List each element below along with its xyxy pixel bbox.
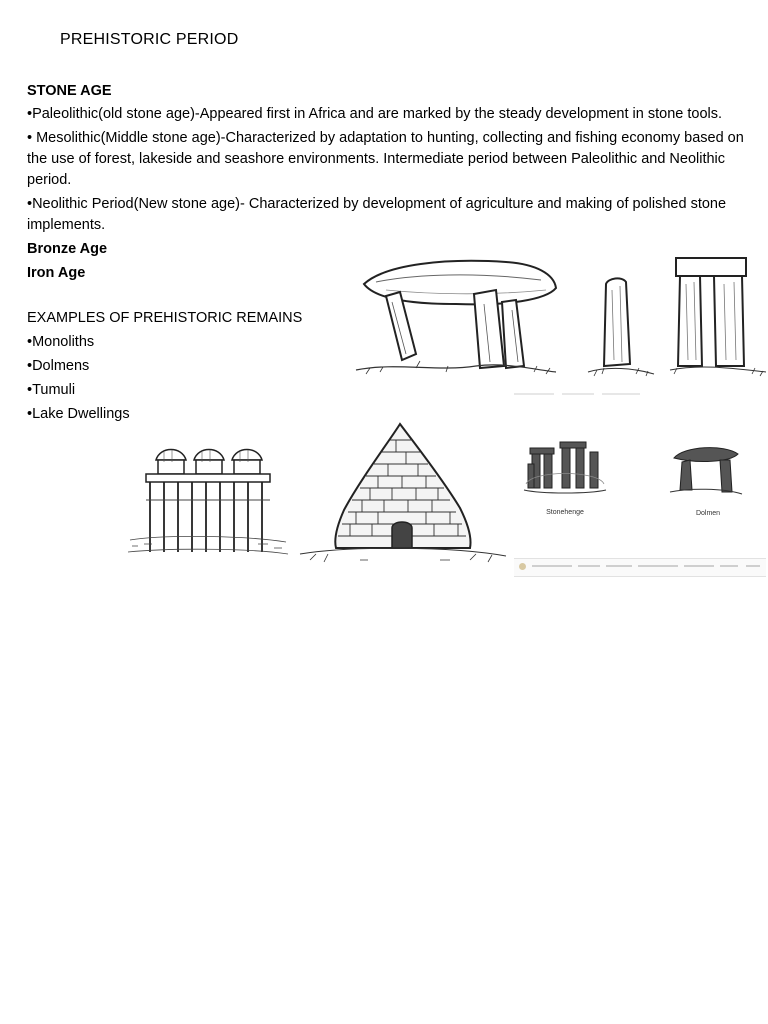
dolmen-small-illustration	[668, 442, 744, 520]
paleolithic-item: •Paleolithic(old stone age)-Appeared first in Africa and are marked by the steady development in stone tools.	[27, 106, 723, 122]
example-tumuli: •Tumuli	[27, 382, 76, 398]
image-footer-strip	[514, 558, 766, 577]
divider-line	[514, 392, 644, 396]
stonehenge-caption: Stonehenge	[546, 509, 584, 516]
dolmen-illustration	[356, 254, 562, 384]
example-lake-dwellings: •Lake Dwellings	[27, 406, 130, 422]
page-title: PREHISTORIC PERIOD	[60, 31, 239, 48]
monolith-illustration	[588, 274, 654, 380]
stonehenge-illustration	[522, 440, 608, 520]
bronze-age-heading: Bronze Age	[27, 241, 108, 257]
stone-age-heading: STONE AGE	[27, 83, 112, 99]
example-monoliths: •Monoliths	[27, 334, 95, 350]
examples-heading: EXAMPLES OF PREHISTORIC REMAINS	[27, 310, 303, 326]
dolmen-caption: Dolmen	[695, 510, 721, 517]
tumulus-illustration	[300, 420, 506, 570]
mesolithic-item: • Mesolithic(Middle stone age)-Characterized by adaptation to hunting, collecting and fishing economy based on the use of forest, lakeside and seashore environments. Intermediate period between Paleolithic and Neolithic period.	[27, 130, 744, 188]
lake-dwellings-illustration	[128, 440, 288, 566]
iron-age-heading: Iron Age	[27, 265, 86, 281]
trilithon-illustration	[670, 256, 766, 380]
neolithic-item: •Neolithic Period(New stone age)- Characterized by development of agriculture and making of polished stone implements.	[27, 196, 727, 233]
example-dolmens: •Dolmens	[27, 358, 90, 374]
